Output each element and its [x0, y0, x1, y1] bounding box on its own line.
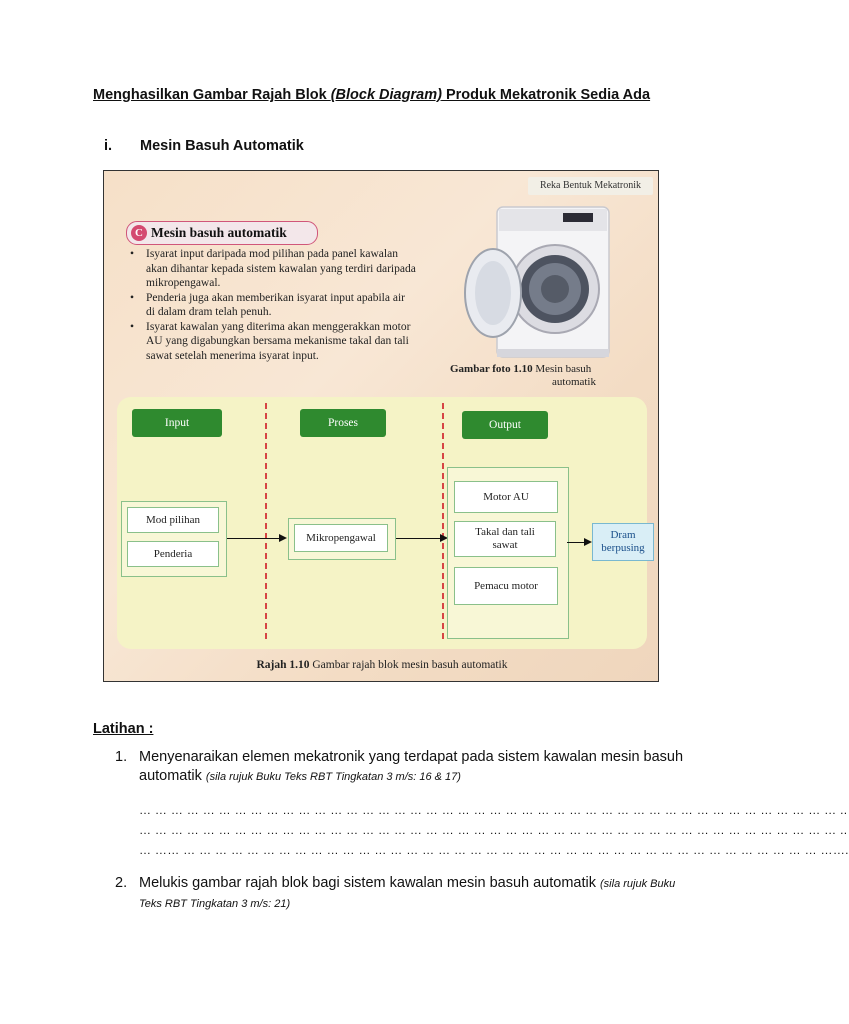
- photo-caption-label: Gambar foto 1.10: [450, 363, 533, 375]
- exercise-title: Latihan :: [93, 721, 154, 737]
- washing-machine-icon: [459, 201, 619, 361]
- output-box: Takal dan tali sawat: [454, 521, 556, 557]
- header-output: Output: [462, 411, 548, 439]
- output-box: Motor AU: [454, 481, 558, 513]
- divider-line: [265, 403, 267, 639]
- section-title-pill: [126, 221, 318, 245]
- photo-caption-text: Mesin basuh: [535, 363, 592, 375]
- arrow-icon: [567, 542, 590, 543]
- input-box: Penderia: [127, 541, 219, 567]
- page-heading: [93, 86, 673, 104]
- subheading: [104, 138, 304, 154]
- output-box: Pemacu motor: [454, 567, 558, 605]
- answer-line[interactable]: … … … … … … … … … … … … … … … … … … … … … … … … … … … … … … … … … … … … … … … … … … … … ..: [139, 803, 848, 817]
- bullet-item: • Isyarat input daripada mod pilihan pada panel kawalan akan dihantar kepada sistem kawalan yang terdiri daripada mikropengawal.: [126, 247, 416, 291]
- question-1: [115, 748, 684, 787]
- subheading-text: Mesin Basuh Automatik: [140, 138, 304, 154]
- result-box: Dram berpusing: [592, 523, 654, 561]
- figure-caption-text: Gambar rajah blok mesin basuh automatik: [312, 659, 508, 671]
- heading-italic: (Block Diagram): [330, 87, 442, 103]
- bullet-item: • Isyarat kawalan yang diterima akan menggerakkan motor AU yang digabungkan bersama mekanisme takal dan tali sawat setelah menerima isyarat input.: [126, 320, 416, 364]
- figure-caption: [104, 659, 660, 671]
- header-input: Input: [132, 409, 222, 437]
- question-2: [115, 874, 679, 914]
- answer-line[interactable]: … …… … … … … … … … … … … … … … … … … … … … … … … … … … … … … … … … … … … … … … … … … …….: [139, 843, 849, 857]
- divider-line: [442, 403, 444, 639]
- header-process: Proses: [300, 409, 386, 437]
- question-text: Menyenaraikan elemen mekatronik yang terdapat pada sistem kawalan mesin basuh automatik: [139, 749, 684, 784]
- book-tag: Reka Bentuk Mekatronik: [528, 177, 653, 195]
- question-reference: (sila rujuk Buku Teks RBT Tingkatan 3 m/s: 21): [139, 878, 676, 910]
- answer-line[interactable]: … … … … … … … … … … … … … … … … … … … … … … … … … … … … … … … … … … … … … … … … … … … … ..: [139, 823, 848, 837]
- input-box: Mod pilihan: [127, 507, 219, 533]
- subheading-number: i.: [104, 138, 113, 154]
- heading-text-end: Produk Mekatronik Sedia Ada: [441, 87, 651, 103]
- arrow-icon: [227, 538, 285, 539]
- heading-text: Menghasilkan Gambar Rajah Blok: [93, 87, 331, 103]
- bullet-list: [126, 247, 416, 363]
- block-diagram: [117, 397, 647, 649]
- photo-caption: [450, 363, 591, 375]
- bullet-item: • Penderia juga akan memberikan isyarat input apabila air di dalam dram telah penuh.: [126, 291, 416, 320]
- textbook-photo: [103, 170, 659, 682]
- question-number: 2.: [115, 875, 128, 891]
- process-box: Mikropengawal: [294, 524, 388, 552]
- question-number: 1.: [115, 749, 128, 765]
- section-title: Mesin basuh automatik: [151, 225, 287, 240]
- question-text: Melukis gambar rajah blok bagi sistem kawalan mesin basuh automatik: [139, 875, 596, 891]
- question-reference: (sila rujuk Buku Teks RBT Tingkatan 3 m/s: 16 & 17): [205, 771, 461, 783]
- photo-caption-line2: automatik: [552, 376, 596, 388]
- section-badge: C: [131, 225, 147, 241]
- arrow-icon: [396, 538, 446, 539]
- figure-caption-label: Rajah 1.10: [256, 659, 310, 671]
